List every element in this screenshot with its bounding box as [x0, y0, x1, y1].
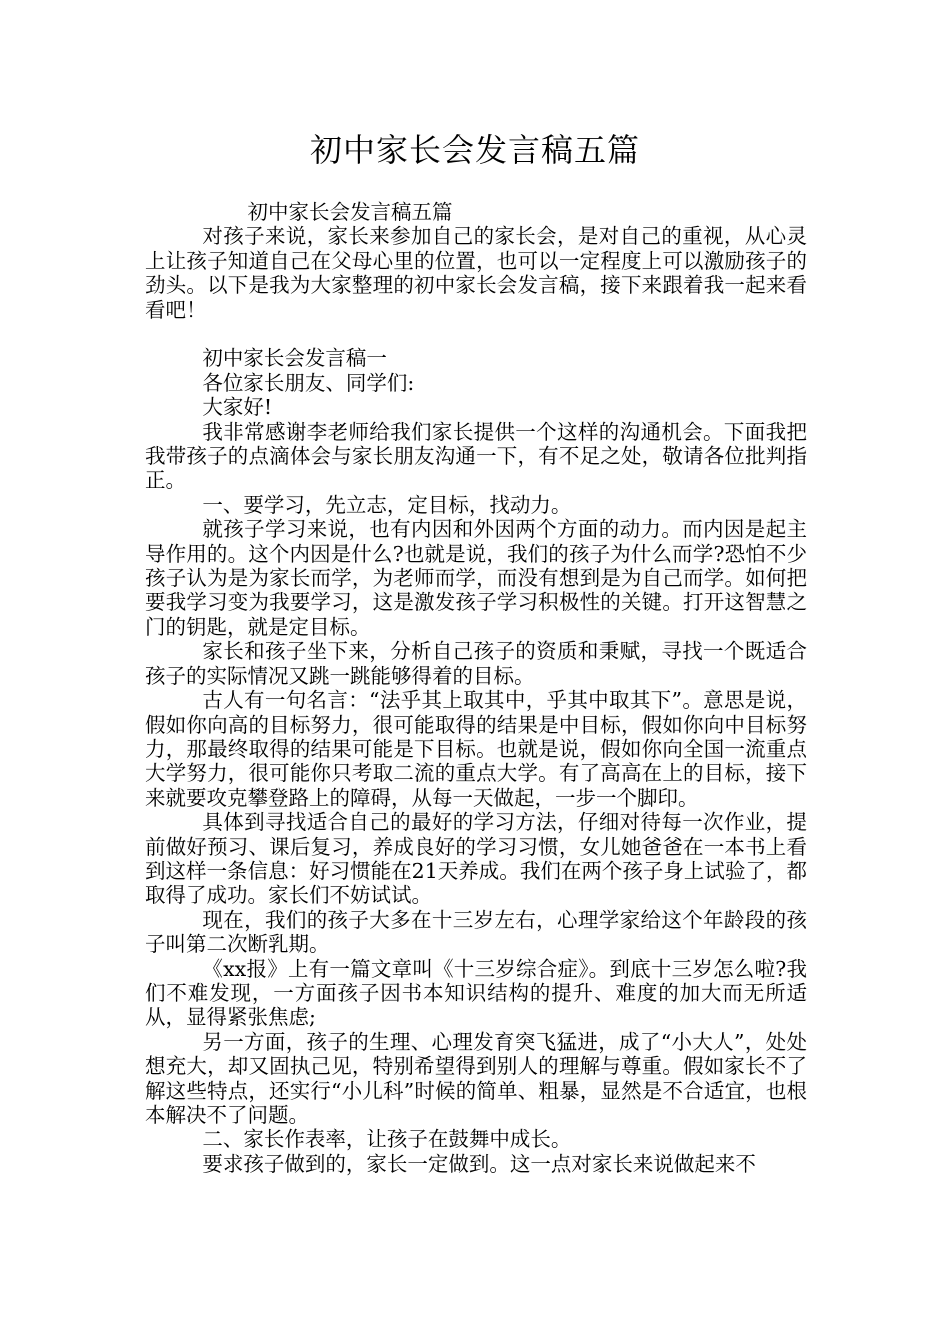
intro-paragraph: 对孩子来说，家长来参加自己的家长会，是对自己的重视，从心灵上让孩子知道自己在父母心里的位置，也可以一定程度上可以激励孩子的劲头。以下是我为大家整理的初中家长会发言稿，接下来跟着我一起来看看吧！ — [145, 224, 807, 322]
paragraph: 要求孩子做到的，家长一定做到。这一点对家长来说做起来不 — [202, 1151, 756, 1176]
paragraph: 我非常感谢李老师给我们家长提供一个这样的沟通机会。下面我把我带孩子的点滴体会与家长朋友沟通一下，有不足之处，敬请各位批判指正。 — [145, 419, 807, 493]
paragraph: 具体到寻找适合自己的最好的学习方法，仔细对待每一次作业，提前做好预习、课后复习，养成良好的学习习惯，女儿她爸爸在一本书上看到这样一条信息：好习惯能在21天养成。我们在两个孩子身上试验了，都取得了成功。家长们不妨试试。 — [145, 810, 807, 908]
paragraph: 现在，我们的孩子大多在十三岁左右，心理学家给这个年龄段的孩子叫第二次断乳期。 — [145, 907, 807, 957]
paragraph: 就孩子学习来说，也有内因和外因两个方面的动力。而内因是起主导作用的。这个内因是什么?也就是说，我们的孩子为什么而学?恐怕不少孩子认为是为家长而学，为老师而学，而没有想到是为自己而学。如何把要我学习变为我要学习，这是激发孩子学习积极性的关键。打开这智慧之门的钥匙，就是定目标。 — [145, 517, 807, 639]
paragraph: 《xx报》上有一篇文章叫《十三岁综合症》。到底十三岁怎么啦?我们不难发现，一方面孩子因书本知识结构的提升、难度的加大而无所适从，显得紧张焦虑; — [145, 956, 807, 1030]
blank-line — [145, 322, 807, 346]
paragraph: 古人有一句名言：“法乎其上取其中，乎其中取其下”。意思是说，假如你向高的目标努力，很可能取得的结果是中目标，假如你向中目标努力，那最终取得的结果可能是下目标。也就是说，假如你向全国一流重点大学努力，很可能你只考取二流的重点大学。有了高高在上的目标，接下来就要攻克攀登路上的障碍，从每一天做起，一步一个脚印。 — [145, 688, 807, 810]
section-heading: 初中家长会发言稿一 — [202, 346, 387, 371]
paragraph: 另一方面，孩子的生理、心理发育突飞猛进，成了“小大人”，处处想充大，却又固执己见，特别希望得到别人的理解与尊重。假如家长不了解这些特点，还实行“小儿科”时候的简单、粗暴，显然是不合适宜，也根本解决不了问题。 — [145, 1029, 807, 1128]
salutation: 各位家长朋友、同学们: — [202, 370, 415, 395]
document-subtitle: 初中家长会发言稿五篇 — [247, 200, 453, 224]
document-title: 初中家长会发言稿五篇 — [309, 131, 640, 169]
paragraph: 家长和孩子坐下来，分析自己孩子的资质和秉赋，寻找一个既适合孩子的实际情况又跳一跳能够得着的目标。 — [145, 639, 807, 688]
point-heading: 二、家长作表率，让孩子在鼓舞中成长。 — [202, 1127, 572, 1152]
document-body — [145, 200, 807, 1176]
greeting: 大家好! — [202, 395, 273, 420]
point-heading: 一、要学习，先立志，定目标，找动力。 — [202, 492, 572, 517]
